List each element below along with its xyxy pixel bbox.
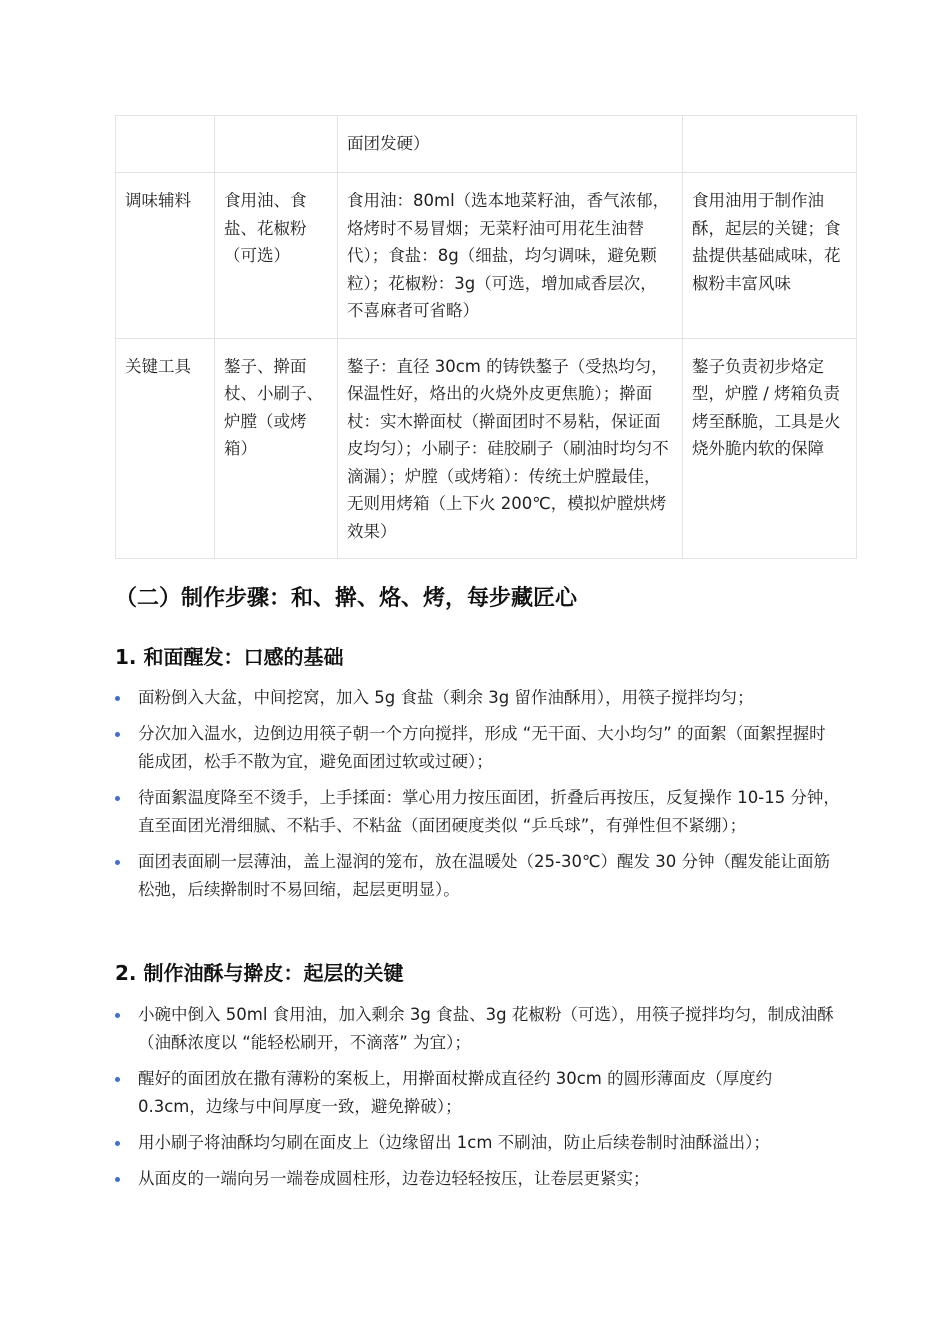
list-item — [115, 1065, 840, 1121]
step1-title: 1. 和面醒发：口感的基础 — [115, 645, 344, 669]
list-item-text: 用小刷子将油酥均匀刷在面皮上（边缘留出 1cm 不刷油，防止后续卷制时油酥溢出）； — [138, 1133, 770, 1152]
step2-title: 2. 制作油酥与擀皮：起层的关键 — [115, 961, 404, 985]
list-item — [115, 1165, 840, 1193]
bullet-icon — [115, 1077, 120, 1082]
table-cell-category: 关键工具 — [116, 338, 215, 559]
table-cell-detail: 面团发硬） — [338, 116, 683, 173]
bullet-icon — [115, 1013, 120, 1018]
ingredients-table — [115, 115, 857, 559]
list-item-text: 从面皮的一端向另一端卷成圆柱形，边卷边轻轻按压，让卷层更紧实； — [138, 1169, 650, 1188]
table-row — [116, 338, 857, 559]
list-item — [115, 784, 840, 840]
step1-list — [115, 684, 840, 912]
list-item — [115, 684, 840, 712]
table-cell-items — [215, 116, 338, 173]
step2-list — [115, 1001, 840, 1201]
list-item — [115, 848, 840, 904]
table-cell-category — [116, 116, 215, 173]
list-item — [115, 720, 840, 776]
table-cell-category: 调味辅料 — [116, 173, 215, 339]
list-item — [115, 1129, 840, 1157]
list-item-text: 醒好的面团放在撒有薄粉的案板上，用擀面杖擀成直径约 30cm 的圆形薄面皮（厚度约 0.3cm，边缘与中间厚度一致，避免擀破）； — [138, 1069, 773, 1116]
bullet-icon — [115, 1141, 120, 1146]
list-item-text: 待面絮温度降至不烫手，上手揉面：掌心用力按压面团，折叠后再按压，反复操作 10-15 分钟，直至面团光滑细腻、不粘手、不粘盆（面团硬度类似 “乒乓球”，有弹性但不紧绷）； — [138, 788, 840, 835]
list-item-text: 小碗中倒入 50ml 食用油，加入剩余 3g 食盐、3g 花椒粉（可选），用筷子搅拌均匀，制成油酥（油酥浓度以 “能轻松刷开，不滴落” 为宜）； — [138, 1005, 834, 1052]
table-row — [116, 173, 857, 339]
bullet-icon — [115, 1177, 120, 1182]
list-item-text: 分次加入温水，边倒边用筷子朝一个方向搅拌，形成 “无干面、大小均匀” 的面絮（面絮捏握时能成团，松手不散为宜，避免面团过软或过硬）； — [138, 724, 826, 771]
table-cell-items: 食用油、食盐、花椒粉（可选） — [215, 173, 338, 339]
table-cell-role: 鏊子负责初步烙定型，炉膛 / 烤箱负责烤至酥脆，工具是火烧外脆内软的保障 — [683, 338, 857, 559]
table-cell-role — [683, 116, 857, 173]
table-row — [116, 116, 857, 173]
table-cell-role: 食用油用于制作油酥，起层的关键；食盐提供基础咸味，花椒粉丰富风味 — [683, 173, 857, 339]
table-cell-items: 鏊子、擀面杖、小刷子、炉膛（或烤箱） — [215, 338, 338, 559]
bullet-icon — [115, 732, 120, 737]
bullet-icon — [115, 860, 120, 865]
table-cell-detail: 食用油：80ml（选本地菜籽油，香气浓郁，烙烤时不易冒烟；无菜籽油可用花生油替代）；食盐：8g（细盐，均匀调味，避免颗粒）；花椒粉：3g（可选，增加咸香层次，不喜麻者可省略） — [338, 173, 683, 339]
list-item — [115, 1001, 840, 1057]
bullet-icon — [115, 696, 120, 701]
table-cell-detail: 鏊子：直径 30cm 的铸铁鏊子（受热均匀，保温性好，烙出的火烧外皮更焦脆）；擀面杖：实木擀面杖（擀面团时不易粘，保证面皮均匀）；小刷子：硅胶刷子（刷油时均匀不滴漏）；炉膛（或烤箱）：传统土炉膛最佳，无则用烤箱（上下火 200℃，模拟炉膛烘烤效果） — [338, 338, 683, 559]
list-item-text: 面团表面刷一层薄油，盖上湿润的笼布，放在温暖处（25-30℃）醒发 30 分钟（醒发能让面筋松弛，后续擀制时不易回缩，起层更明显）。 — [138, 852, 830, 899]
bullet-icon — [115, 796, 120, 801]
list-item-text: 面粉倒入大盆，中间挖窝，加入 5g 食盐（剩余 3g 留作油酥用），用筷子搅拌均匀； — [138, 688, 754, 707]
section-title: （二）制作步骤：和、擀、烙、烤，每步藏匠心 — [115, 586, 578, 611]
